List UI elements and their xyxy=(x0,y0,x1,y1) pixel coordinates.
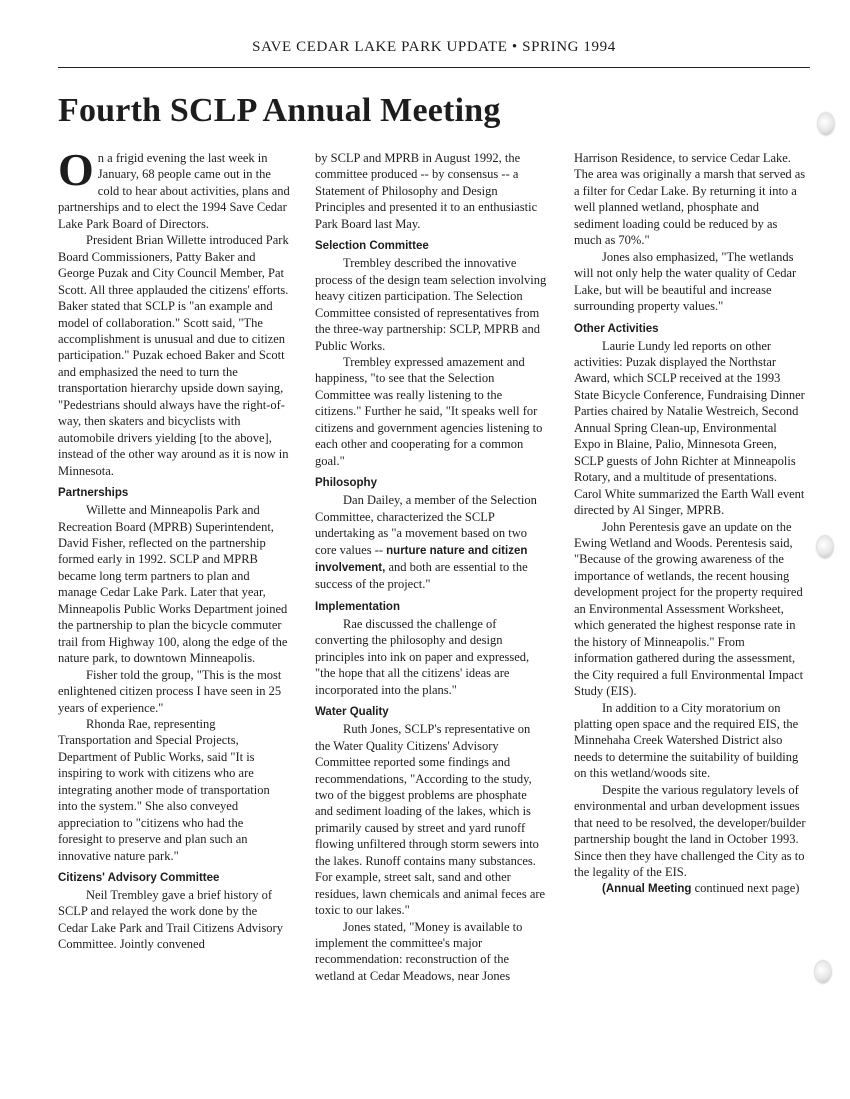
section-heading-partnerships: Partnerships xyxy=(58,487,129,500)
paragraph: Jones stated, "Money is available to implement the committee's major recommendation: reconstruction of the wetland at Cedar Meadows, near Jones xyxy=(315,919,523,983)
column-3 xyxy=(574,150,806,898)
section-heading-other-activities: Other Activities xyxy=(574,322,659,335)
paragraph: In addition to a City moratorium on platting open space and the required EIS, the Minnehaha Creek Watershed District also needs to determine the suitability of building on this wetland/woods site. xyxy=(574,700,799,781)
binder-hole-icon xyxy=(815,961,831,983)
paragraph: Ruth Jones, SCLP's representative on the Water Quality Citizens' Advisory Committee reported some findings and recommendations, "According to the study, two of the biggest problems are phosphate and sediment loading of the lakes, which is primarily caused by street and yard runoff flowing unfiltered through storm sewers into the lakes. Runoff contains many substances. For example, street salt, sand and other residues, lawn chemicals and animal feces are toxic to our lakes." xyxy=(315,722,546,918)
section-heading-selection: Selection Committee xyxy=(315,240,429,253)
header-rule xyxy=(58,67,810,68)
section-heading-citizens-advisory: Citizens' Advisory Committee xyxy=(58,872,220,885)
paragraph: Harrison Residence, to service Cedar Lake. The area was originally a marsh that served as a filter for Cedar Lake. By returning it into a well planned wetland, phosphate and sediment loading could be reduced by as much as 70%." xyxy=(574,151,806,248)
section-heading-water-quality: Water Quality xyxy=(315,706,389,719)
column-2 xyxy=(315,150,547,984)
paragraph: John Perentesis gave an update on the Ewing Wetland and Woods. Perentesis said, "Because of the growing awareness of the importance of wetlands, the recent housing development project for the property required an Environmental Assessment Worksheet, which generated the highest response rate in the history of Minneapolis." From information gathered during the assessment, the City required a full Environmental Impact Study (EIS). xyxy=(574,519,804,699)
paragraph: Despite the various regulatory levels of environmental and urban development issues that need to be resolved, the developer/builder partnership bought the land in October 1993. Since then they have challenged the City as to the legality of the EIS. xyxy=(574,782,806,880)
paragraph: Trembley described the innovative process of the design team selection involving heavy citizen participation. The Selection Committee consisted of representatives from the three-way partnership: SCLP, MPRB and Public Works. xyxy=(315,256,547,353)
paragraph: Fisher told the group, "This is the most enlightened citizen process I have seen in 25 years of experience." xyxy=(58,667,282,715)
paragraph: Dan Dailey, a member of the Selection Committee, characterized the SCLP undertaking as "a movement based on two core values -- nurture nature and citizen involvement, and both are essential to the success of the project." xyxy=(315,493,537,592)
binder-hole-icon xyxy=(817,536,833,558)
drop-cap: O xyxy=(58,144,94,195)
section-heading-implementation: Implementation xyxy=(315,600,400,613)
paragraph: President Brian Willette introduced Park Board Commissioners, Patty Baker and George Puzak and City Council Member, Pat Scott. All three applauded the citizens' efforts. Baker stated that SCLP is "an example and model of collaboration." Scott said, "The accomplishment is unusual and due to citizen participation." Puzak echoed Baker and Scott and emphasized the need to turn the transportation hierarchy upside down saying, "Pedestrians should always have the right-of-way, then skaters and bicyclists with automobile drivers yielding [to the above], instead of the other way around as it is now in Minnesota. xyxy=(58,233,289,478)
section-heading-philosophy: Philosophy xyxy=(315,477,377,490)
paragraph: Neil Trembley gave a brief history of SCLP and relayed the work done by the Cedar Lake Park and Trail Citizens Advisory Committee. Jointly convened xyxy=(58,888,283,952)
binder-hole-icon xyxy=(818,113,834,135)
column-1 xyxy=(58,144,290,953)
paragraph: Willette and Minneapolis Park and Recreation Board (MPRB) Superintendent, David Fisher, reflected on the partnership formed early in 1992. SCLP and MPRB became long term partners to plan and manage Cedar Lake Park. Later that year, Minneapolis Public Works Department joined the partnership to plan the bicycle commuter trail from Highway 100, along the edge of the nature park, to downtown Minneapolis. xyxy=(58,503,288,666)
newsletter-header: SAVE CEDAR LAKE PARK UPDATE • SPRING 1994 xyxy=(252,39,616,55)
continued-note: (Annual Meeting continued next page) xyxy=(602,881,800,896)
article-title: Fourth SCLP Annual Meeting xyxy=(58,92,501,129)
paragraph: Trembley expressed amazement and happiness, "to see that the Selection Committee was really listening to the citizens." Further he said, "It speaks well for citizens and government agencies listening to each other and cooperating for a common goal." xyxy=(315,354,543,468)
paragraph: by SCLP and MPRB in August 1992, the committee produced -- by consensus -- a Statement of Philosophy and Design Principles and presented it to an enthusiastic Park Board last May. xyxy=(315,151,538,231)
core-values-emphasis: nurture nature and citizen involvement, xyxy=(315,544,528,574)
paragraph: Jones also emphasized, "The wetlands will not only help the water quality of Cedar Lake, but will be beautiful and increase surrounding property values." xyxy=(574,249,797,314)
paragraph: Laurie Lundy led reports on other activities: Puzak displayed the Northstar Award, which SCLP received at the 1993 State Bicycle Conference, Fundraising Dinner Parties chaired by Natalie Westreich, Second Annual Spring Clean-up, Environmental Expo in Blaine, Palio, Minnesota Green, SCLP guests of John Richter at Minneapolis Rotary, and a multitude of presentations. Carol White summarized the Earth Wall event directed by Al Singer, MPRB. xyxy=(574,338,805,518)
paragraph: Rhonda Rae, representing Transportation and Special Projects, Department of Public Works, said "It is inspiring to work with citizens who are integrating another mode of transportation into the system." She also conveyed appreciation to "citizens who had the foresight to preserve and plan such an innovative nature park." xyxy=(58,716,270,863)
paragraph: On a frigid evening the last week in January, 68 people came out in the cold to hear about activities, plans and partnerships and to elect the 1994 Save Cedar Lake Park Board of Directors. xyxy=(58,144,290,231)
paragraph: Rae discussed the challenge of converting the philosophy and design principles into ink on paper and expressed, "the hope that all the citizens' ideas are incorporated into the plans." xyxy=(315,616,530,697)
